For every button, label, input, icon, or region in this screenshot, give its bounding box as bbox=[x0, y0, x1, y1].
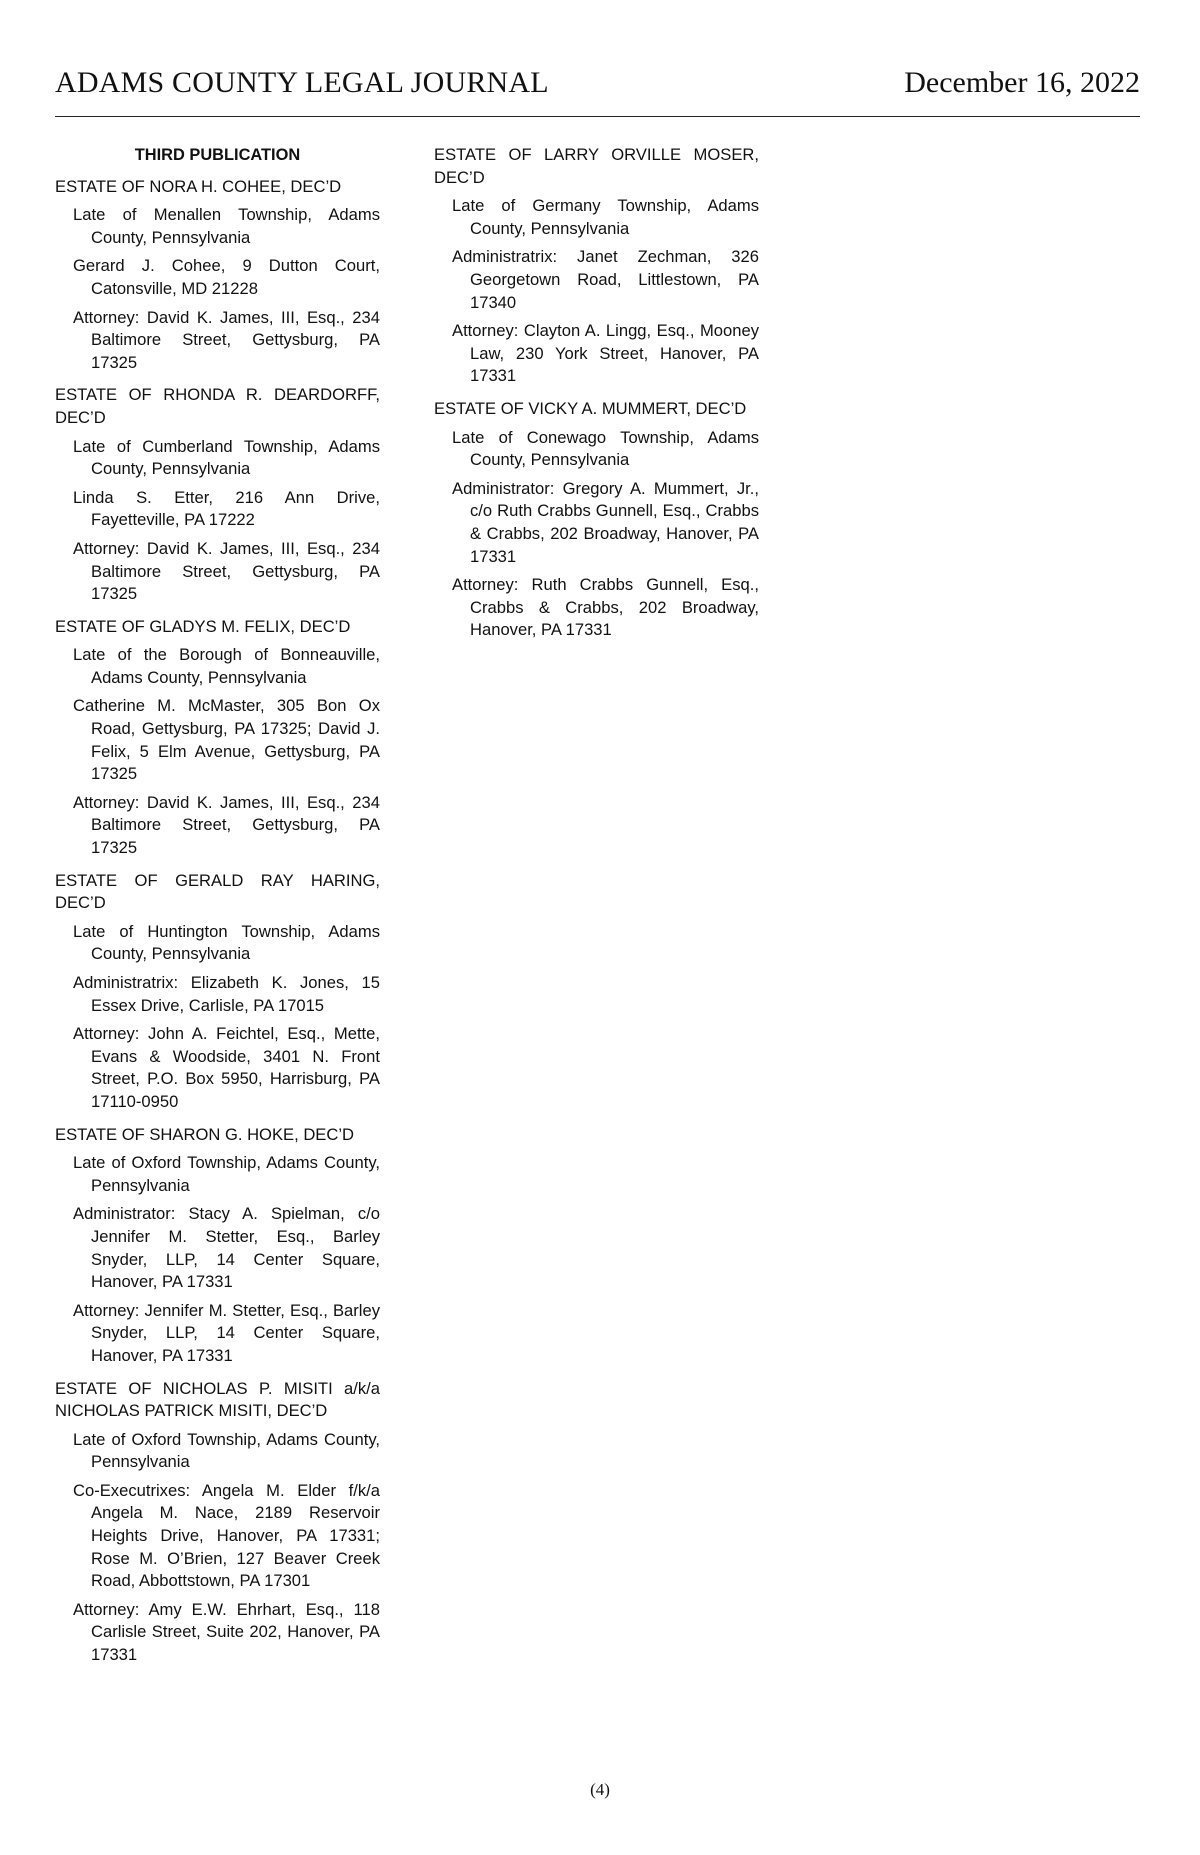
estate-notice bbox=[55, 870, 380, 1114]
estate-attorney: Attorney: Jennifer M. Stetter, Esq., Barley Snyder, LLP, 14 Center Square, Hanover, PA 17331 bbox=[73, 1300, 380, 1365]
estate-late-of: Late of the Borough of Bonneauville, Adams County, Pennsylvania bbox=[73, 645, 380, 687]
estate-name: ESTATE OF SHARON G. HOKE, DEC’D bbox=[55, 1124, 355, 1144]
estate-name: ESTATE OF VICKY A. MUMMERT, DEC’D bbox=[434, 398, 747, 418]
estate-attorney: Attorney: David K. James, III, Esq., 234 Baltimore Street, Gettysburg, PA 17325 bbox=[73, 307, 380, 372]
estate-late-of: Late of Conewago Township, Adams County, Pennsylvania bbox=[452, 427, 759, 470]
journal-header bbox=[55, 66, 1140, 117]
estate-attorney: Attorney: Amy E.W. Ehrhart, Esq., 118 Carlisle Street, Suite 202, Hanover, PA 17331 bbox=[73, 1599, 380, 1665]
estate-representative: Catherine M. McMaster, 305 Bon Ox Road, Gettysburg, PA 17325; David J. Felix, 5 Elm Avenue, Gettysburg, PA 17325 bbox=[73, 696, 380, 784]
estate-name: ESTATE OF GLADYS M. FELIX, DEC’D bbox=[55, 616, 351, 636]
estate-name: ESTATE OF NORA H. COHEE, DEC’D bbox=[55, 176, 342, 196]
estate-name: ESTATE OF LARRY ORVILLE MOSER, DEC’D bbox=[434, 145, 759, 187]
estate-representative: Linda S. Etter, 216 Ann Drive, Fayetteville, PA 17222 bbox=[73, 487, 380, 530]
estate-representative: Gerard J. Cohee, 9 Dutton Court, Catonsville, MD 21228 bbox=[73, 256, 380, 298]
left-column bbox=[55, 144, 380, 1677]
estate-late-of: Late of Oxford Township, Adams County, Pennsylvania bbox=[73, 1153, 380, 1195]
estate-attorney: Attorney: Clayton A. Lingg, Esq., Mooney Law, 230 York Street, Hanover, PA 17331 bbox=[452, 321, 759, 386]
estate-attorney: Attorney: David K. James, III, Esq., 234 Baltimore Street, Gettysburg, PA 17325 bbox=[73, 538, 380, 604]
estate-late-of: Late of Menallen Township, Adams County, Pennsylvania bbox=[73, 205, 380, 247]
estate-attorney: Attorney: Ruth Crabbs Gunnell, Esq., Crabbs & Crabbs, 202 Broadway, Hanover, PA 17331 bbox=[452, 575, 759, 640]
estate-attorney: Attorney: David K. James, III, Esq., 234 Baltimore Street, Gettysburg, PA 17325 bbox=[73, 792, 380, 858]
estate-notice bbox=[55, 176, 380, 375]
estate-name: ESTATE OF NICHOLAS P. MISITI a/k/a NICHOLAS PATRICK MISITI, DEC’D bbox=[55, 1378, 380, 1421]
estate-name: ESTATE OF RHONDA R. DEARDORFF, DEC’D bbox=[55, 385, 380, 427]
publication-date: December 16, 2022 bbox=[904, 66, 1140, 99]
right-column bbox=[434, 144, 759, 652]
estate-notice bbox=[55, 1124, 380, 1368]
estate-late-of: Late of Oxford Township, Adams County, Pennsylvania bbox=[73, 1429, 380, 1472]
estate-representative: Administratrix: Janet Zechman, 326 Georgetown Road, Littlestown, PA 17340 bbox=[452, 247, 759, 312]
estate-late-of: Late of Huntington Township, Adams County, Pennsylvania bbox=[73, 921, 380, 964]
journal-title: ADAMS COUNTY LEGAL JOURNAL bbox=[55, 66, 549, 99]
estate-representative: Administrator: Gregory A. Mummert, Jr., c/o Ruth Crabbs Gunnell, Esq., Crabbs & Crabbs, 202 Broadway, Hanover, PA 17331 bbox=[452, 478, 759, 566]
estate-notice bbox=[55, 1378, 380, 1667]
page-number: (4) bbox=[590, 1780, 610, 1799]
estate-representative: Co-Executrixes: Angela M. Elder f/k/a Angela M. Nace, 2189 Reservoir Heights Drive, Hanover, PA 17331; Rose M. O’Brien, 127 Beaver Creek Road, Abbottstown, PA 17301 bbox=[73, 1480, 380, 1591]
estate-representative: Administratrix: Elizabeth K. Jones, 15 Essex Drive, Carlisle, PA 17015 bbox=[73, 973, 380, 1015]
section-heading: THIRD PUBLICATION bbox=[134, 146, 301, 164]
estate-notice bbox=[434, 398, 759, 642]
estate-late-of: Late of Cumberland Township, Adams County, Pennsylvania bbox=[73, 436, 380, 479]
estate-name: ESTATE OF GERALD RAY HARING, DEC’D bbox=[55, 870, 380, 913]
estate-notice bbox=[434, 144, 759, 388]
estate-attorney: Attorney: John A. Feichtel, Esq., Mette, Evans & Woodside, 3401 N. Front Street, P.O. Box 5950, Harrisburg, PA 17110-0950 bbox=[73, 1024, 380, 1111]
estate-representative: Administrator: Stacy A. Spielman, c/o Jennifer M. Stetter, Esq., Barley Snyder, LLP, 14 Center Square, Hanover, PA 17331 bbox=[73, 1204, 380, 1292]
estate-notice bbox=[55, 616, 380, 860]
estate-late-of: Late of Germany Township, Adams County, Pennsylvania bbox=[452, 196, 759, 238]
estate-notice bbox=[55, 384, 380, 605]
